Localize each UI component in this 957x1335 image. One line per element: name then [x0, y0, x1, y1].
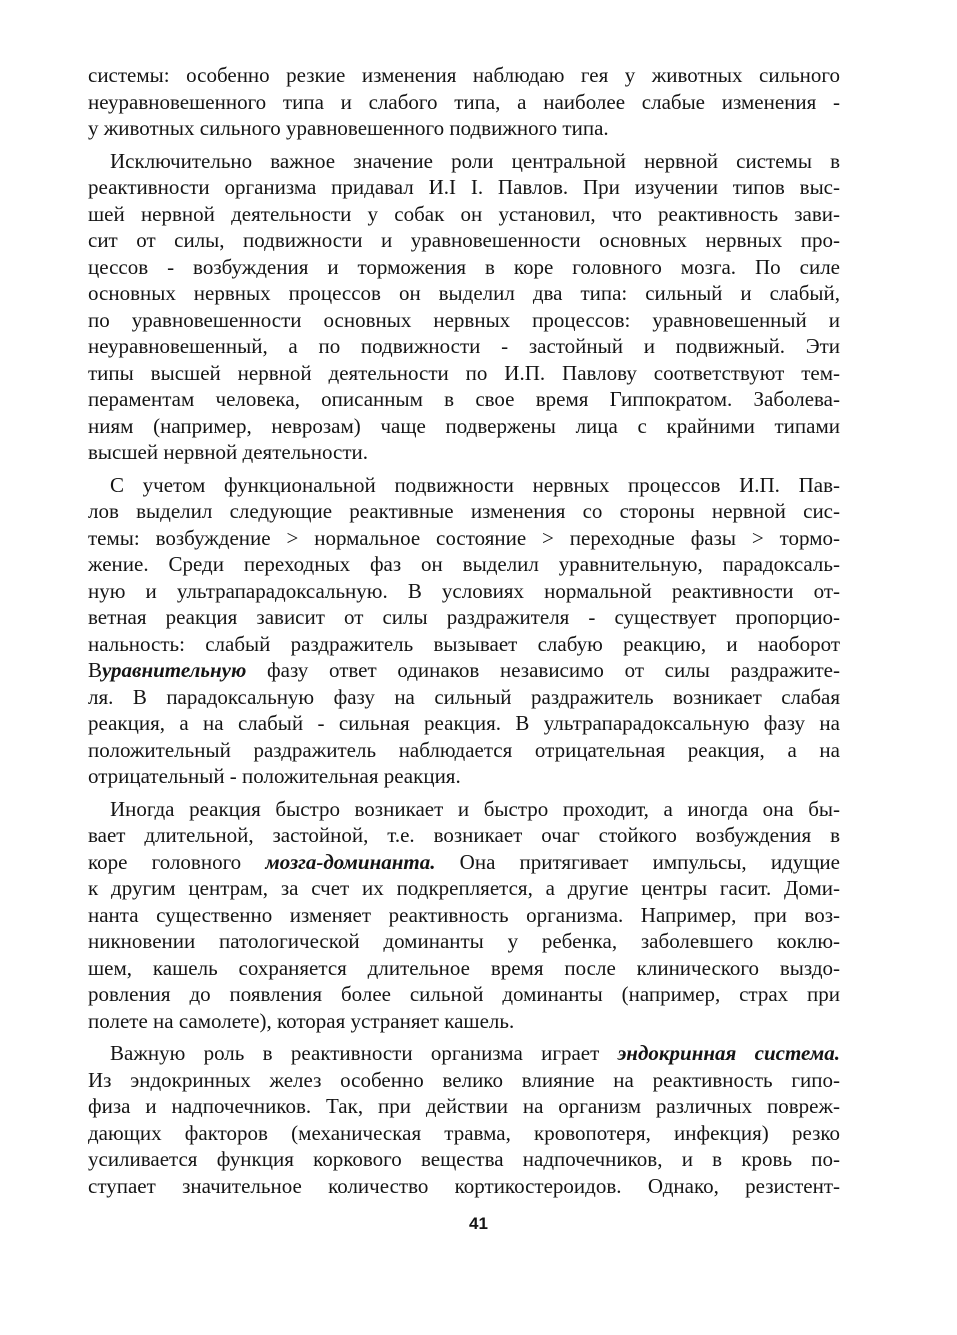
text-line: темы: возбуждение > нормальное состояние > переходные фазы > тормо-	[88, 525, 840, 550]
page-body	[88, 62, 840, 1205]
text-line: усиливается функция коркового вещества надпочечников, и в кровь по-	[88, 1147, 840, 1171]
text-run: Она притягивает импульсы, идущие	[435, 849, 840, 874]
text-line: неуравновешенного типа и слабого типа, а наиболее слабые изменения -	[88, 89, 840, 114]
text-line: Иногда реакция быстро возникает и быстро проходит, а иногда она бы-	[110, 796, 840, 821]
text-line: по уравновешенности основных нервных процессов: уравновешенный и	[88, 307, 840, 332]
text-run: фазу ответ одинаков независимо от силы раздражите-	[246, 658, 840, 682]
text-line: реактивности организма придавал И.I I. Павлов. При изучении типов выс-	[88, 175, 840, 199]
paragraph-2	[88, 148, 840, 466]
text-line: Из эндокринных желез особенно велико влияние на реактивность гипо-	[88, 1067, 840, 1092]
text-line: ровления до появления более сильной доминанты (например, страх при	[88, 982, 840, 1006]
text-line: ниям (например, неврозам) чаще подвержены лица с крайними типами	[88, 413, 840, 438]
page-number: 41	[469, 1214, 488, 1233]
text-line: типы высшей нервной деятельности по И.П. Павлову соответствуют тем-	[88, 360, 840, 385]
text-line: системы: особенно резкие изменения наблюдаю гея у животных сильного	[88, 63, 840, 87]
text-line: полете на самолете), которая устраняет кашель.	[88, 1008, 515, 1033]
text-line: дающих факторов (механическая травма, кровопотеря, инфекция) резко	[88, 1120, 840, 1145]
text-line: пераментам человека, описанным в свое время Гиппократом. Заболева-	[88, 387, 840, 411]
text-line: к другим центрам, за счет их подкрепляется, а другие центры гасит. Доми-	[88, 876, 840, 900]
text-line: цессов - возбуждения и торможения в коре головного мозга. По силе	[88, 254, 840, 279]
paragraph-1	[88, 62, 840, 142]
text-line: высшей нервной деятельности.	[88, 440, 368, 464]
paragraph-3	[88, 472, 840, 790]
text-line: ля. В парадоксальную фазу на сильный раздражитель возникает слабая	[88, 684, 840, 709]
text-line: С учетом функциональной подвижности нервных процессов И.П. Пав-	[110, 472, 840, 497]
text-run: коре головного	[88, 849, 266, 874]
text-run: Важную роль в реактивности организма играет	[110, 1041, 618, 1065]
text-line: Исключительно важное значение роли центральной нервной системы в	[110, 148, 840, 173]
text-line: реакция, а на слабый - сильная реакция. В ультрапарадоксальную фазу на	[88, 711, 840, 735]
emphasis-term: мозга-доминанта.	[265, 849, 436, 874]
text-line: у животных сильного уравновешенного подвижного типа.	[88, 116, 609, 140]
text-run: В	[88, 658, 103, 682]
text-line: основных нервных процессов он выделил два типа: сильный и слабый,	[88, 281, 840, 305]
text-line: шем, кашель сохраняется длительное время после клинического выздо-	[88, 955, 840, 980]
text-line: никновении патологической доминанты у ребенка, заболевшего коклю-	[88, 929, 840, 953]
emphasis-term: эндокринная система.	[617, 1041, 840, 1065]
text-line	[88, 657, 840, 684]
text-line: лов выделил следующие реактивные изменения со стороны нервной сис-	[88, 499, 840, 523]
text-line	[88, 1040, 840, 1067]
text-line: шей нервной деятельности у собак он установил, что реактивность зави-	[88, 201, 840, 226]
text-line: ветная реакция зависит от силы раздражителя - существует пропорцио-	[88, 605, 840, 629]
paragraph-5	[88, 1040, 840, 1199]
text-line: отрицательный - положительная реакция.	[88, 764, 461, 788]
text-line: физа и надпочечников. Так, при действии на организм различных повреж-	[88, 1094, 840, 1118]
text-line: ную и ультрапарадоксальную. В условиях нормальной реактивности от-	[88, 578, 840, 603]
text-line: положительный раздражитель наблюдается отрицательная реакция, а на	[88, 737, 840, 762]
text-line: ступает значительное количество кортикостероидов. Однако, резистент-	[88, 1173, 840, 1198]
text-line: вает длительной, застойной, т.е. возникает очаг стойкого возбуждения в	[88, 823, 840, 847]
text-line	[88, 849, 840, 876]
text-line: нальность: слабый раздражитель вызывает слабую реакцию, и наоборот	[88, 631, 840, 656]
text-line: жение. Среди переходных фаз он выделил уравнительную, парадоксаль-	[88, 552, 840, 576]
emphasis-term: уравнительную	[102, 658, 247, 682]
text-line: неуравновешенный, а по подвижности - застойный и подвижный. Эти	[88, 334, 840, 358]
text-line: нанта существенно изменяет реактивность организма. Например, при воз-	[88, 902, 840, 927]
paragraph-4	[88, 796, 840, 1035]
text-line: сит от силы, подвижности и уравновешенности основных нервных про-	[88, 228, 840, 252]
